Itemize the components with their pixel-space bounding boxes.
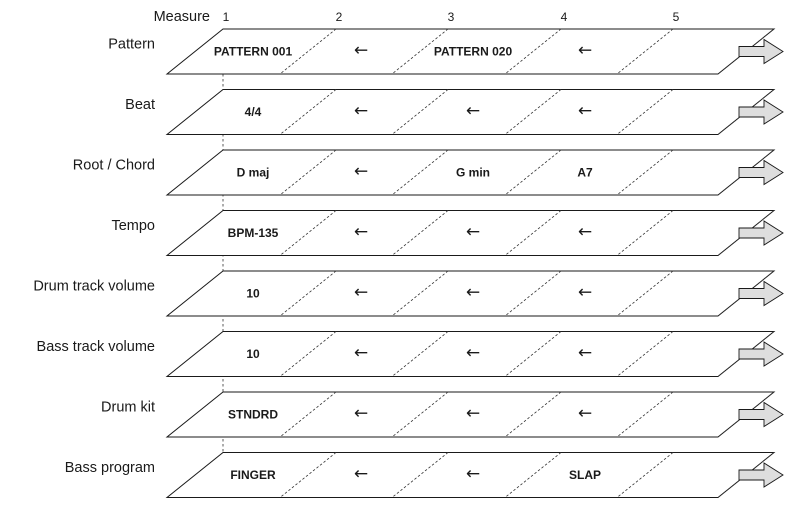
- measure-number-1: 1: [222, 10, 230, 24]
- cell-value: SLAP: [568, 468, 602, 482]
- cell-value: 4/4: [244, 105, 262, 119]
- same-as-previous-arrow: ←: [353, 403, 369, 424]
- cell-value: 10: [246, 347, 260, 361]
- row-drum-kit: [101, 392, 783, 437]
- row-label: Bass program: [64, 460, 155, 476]
- cell-value: G min: [455, 165, 491, 180]
- measure-number-4: 4: [560, 10, 568, 24]
- same-as-previous-arrow: ←: [577, 40, 593, 61]
- row-bass-track-volume: [37, 332, 783, 377]
- measure-header-label: Measure: [153, 9, 210, 25]
- row-tempo: [111, 211, 783, 256]
- same-as-previous-arrow: ←: [577, 101, 593, 121]
- same-as-previous-arrow: ←: [353, 40, 369, 61]
- same-as-previous-arrow: ←: [465, 343, 481, 363]
- row-root-chord: [73, 150, 783, 195]
- row-label: Root / Chord: [72, 157, 155, 174]
- same-as-previous-arrow: ←: [353, 282, 369, 303]
- same-as-previous-arrow: ←: [577, 403, 593, 424]
- measure-number-5: 5: [672, 10, 680, 24]
- row-label: Pattern: [108, 36, 155, 53]
- row-label: Drum track volume: [33, 278, 155, 295]
- same-as-previous-arrow: ←: [465, 101, 481, 121]
- same-as-previous-arrow: ←: [353, 222, 369, 242]
- row-label: Beat: [125, 97, 155, 113]
- measure-number-2: 2: [335, 10, 343, 24]
- same-as-previous-arrow: ←: [353, 101, 369, 121]
- cell-value: D maj: [236, 165, 270, 180]
- same-as-previous-arrow: ←: [465, 403, 481, 424]
- cell-value: 10: [246, 286, 260, 301]
- same-as-previous-arrow: ←: [465, 464, 481, 484]
- cell-value: PATTERN 020: [433, 44, 513, 59]
- cell-value: A7: [577, 165, 593, 180]
- cell-value: FINGER: [230, 468, 276, 482]
- cell-value: PATTERN 001: [213, 44, 293, 59]
- same-as-previous-arrow: ←: [353, 161, 369, 182]
- measure-number-3: 3: [447, 10, 455, 24]
- same-as-previous-arrow: ←: [465, 282, 481, 303]
- row-bass-program: [65, 453, 783, 498]
- row-drum-track-volume: [33, 271, 783, 316]
- row-beat: [125, 90, 783, 135]
- same-as-previous-arrow: ←: [465, 222, 481, 242]
- cell-value: STNDRD: [228, 407, 278, 422]
- same-as-previous-arrow: ←: [577, 343, 593, 363]
- same-as-previous-arrow: ←: [577, 282, 593, 303]
- row-label: Drum kit: [101, 399, 155, 416]
- same-as-previous-arrow: ←: [353, 343, 369, 363]
- row-label: Tempo: [111, 218, 155, 234]
- cell-value: BPM-135: [227, 226, 279, 240]
- row-pattern: [108, 29, 783, 74]
- same-as-previous-arrow: ←: [577, 222, 593, 242]
- row-label: Bass track volume: [36, 339, 155, 355]
- same-as-previous-arrow: ←: [353, 464, 369, 484]
